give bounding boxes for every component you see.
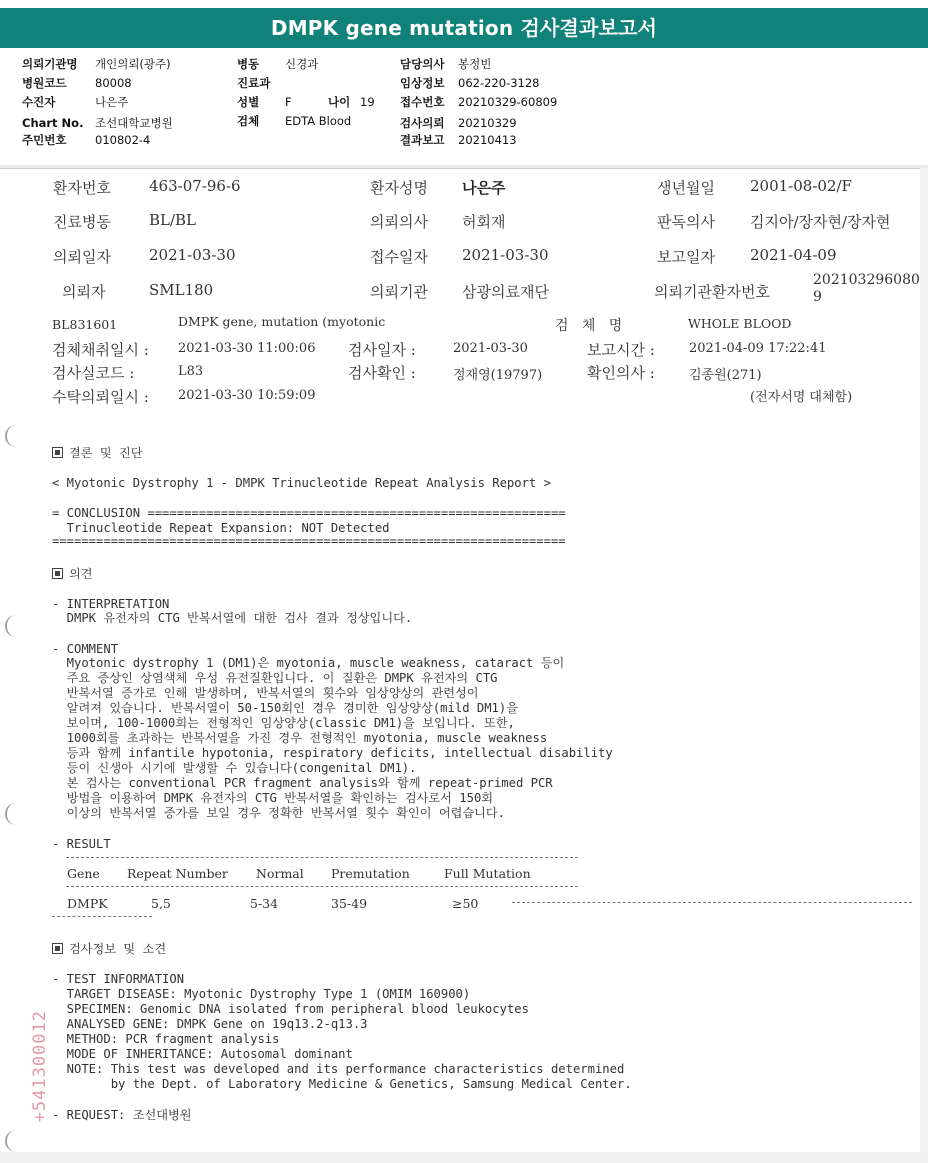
col-header: Gene	[67, 866, 100, 881]
receive-date: 2021-03-30	[462, 246, 549, 264]
section-opinion-heading: 의견	[52, 567, 93, 582]
report-time: 2021-04-09 17:22:41	[689, 341, 827, 356]
punch-mark	[5, 1130, 19, 1152]
request-date: 2021-03-30	[149, 246, 236, 264]
checkbox-square-icon	[52, 568, 63, 579]
label: 수탁의뢰일시 :	[52, 388, 149, 406]
conclusion-text: Trinucleotide Repeat Expansion: NOT Detected	[52, 521, 390, 535]
ward: BL/BL	[149, 211, 197, 229]
conclusion-header: = CONCLUSION =========================================================	[52, 506, 566, 520]
patient-name: 나은주	[462, 179, 506, 197]
requesting-doctor: 허회재	[462, 213, 506, 231]
label: 판독의사	[657, 213, 715, 231]
cell-repeat-number: 5,5	[151, 896, 171, 911]
report-subtitle: < Myotonic Dystrophy 1 - DMPK Trinucleotide Repeat Analysis Report >	[52, 476, 551, 490]
birth-date: 2001-08-02/F	[750, 177, 852, 195]
checkbox-square-icon	[52, 447, 63, 458]
label: 진료병동	[53, 213, 111, 231]
report-date: 2021-04-09	[750, 246, 837, 264]
punch-mark	[5, 803, 19, 825]
consign-time: 2021-03-30 10:59:09	[178, 388, 316, 403]
test-date: 2021-03-30	[453, 341, 528, 356]
org-patient-number-cont: 9	[813, 289, 822, 305]
cell-normal: 5-34	[250, 896, 279, 911]
table-rule	[52, 916, 152, 917]
requester: SML180	[149, 281, 214, 299]
section-conclusion-heading: 결론 및 진단	[52, 446, 143, 461]
section-testinfo-heading: 검사정보 및 소견	[52, 942, 166, 957]
label: 접수일자	[370, 248, 428, 266]
label: 확인의사 :	[587, 364, 655, 382]
label: 검사일자 :	[348, 341, 416, 359]
test-name: DMPK gene, mutation (myotonic	[178, 314, 386, 329]
label: 환자번호	[53, 179, 111, 197]
request-line: - REQUEST: 조선대병원	[52, 1108, 192, 1122]
col-header: Repeat Number	[127, 866, 228, 881]
report-title-banner: DMPK gene mutation 검사결과보고서	[0, 8, 928, 48]
side-barcode-number: +541300012	[30, 1010, 50, 1123]
cell-premutation: 35-49	[331, 896, 368, 911]
requesting-organization: 삼광의료재단	[462, 283, 549, 301]
collect-time: 2021-03-30 11:00:06	[178, 341, 316, 356]
interpretation-header: - INTERPRETATION	[52, 597, 170, 611]
cell-full-mutation: ≥50	[452, 896, 479, 911]
table-rule	[66, 886, 578, 887]
punch-mark	[5, 425, 19, 447]
conclusion-footer: ======================================================================	[52, 534, 566, 548]
label: 검체채취일시 :	[52, 341, 149, 359]
punch-mark	[5, 615, 19, 637]
label: 의뢰자	[62, 283, 106, 301]
label: 의뢰기관환자번호	[654, 283, 770, 301]
lab-code: L83	[178, 364, 204, 379]
label: 검 체 명	[555, 318, 623, 334]
header-divider-line	[0, 168, 928, 169]
result-header: - RESULT	[52, 837, 111, 851]
e-signature-note: (전자서명 대체함)	[750, 390, 853, 405]
col-header: Normal	[256, 866, 304, 881]
table-rule	[66, 857, 578, 858]
table-rule	[512, 902, 912, 903]
test-confirmer: 정재영(19797)	[453, 368, 543, 383]
label: 검사실코드 :	[52, 364, 135, 382]
cell-gene: DMPK	[67, 896, 108, 911]
reading-doctors: 김지아/장자현/장자현	[750, 213, 891, 231]
comment-header: - COMMENT	[52, 642, 119, 656]
label: 의뢰의사	[370, 213, 428, 231]
col-header: Premutation	[331, 866, 410, 881]
confirming-doctor: 김종원(271)	[689, 368, 762, 383]
label: 보고일자	[657, 248, 715, 266]
col-header: Full Mutation	[444, 866, 531, 881]
specimen-type: WHOLE BLOOD	[688, 316, 792, 331]
label: 보고시간 :	[587, 341, 655, 359]
label: 의뢰일자	[53, 248, 111, 266]
interpretation-text: DMPK 유전자의 CTG 반복서열에 대한 검사 결과 정상입니다.	[52, 611, 413, 625]
page-bottom-edge	[0, 1152, 928, 1163]
patient-number: 463-07-96-6	[149, 177, 241, 195]
specimen-code: BL831601	[52, 317, 118, 332]
page-edge	[920, 168, 928, 1152]
checkbox-square-icon	[52, 943, 63, 954]
label: 생년월일	[657, 179, 715, 197]
org-patient-number: 202103296080	[813, 272, 920, 288]
label: 의뢰기관	[370, 283, 428, 301]
label: 환자성명	[370, 179, 428, 197]
label: 검사확인 :	[348, 364, 416, 382]
